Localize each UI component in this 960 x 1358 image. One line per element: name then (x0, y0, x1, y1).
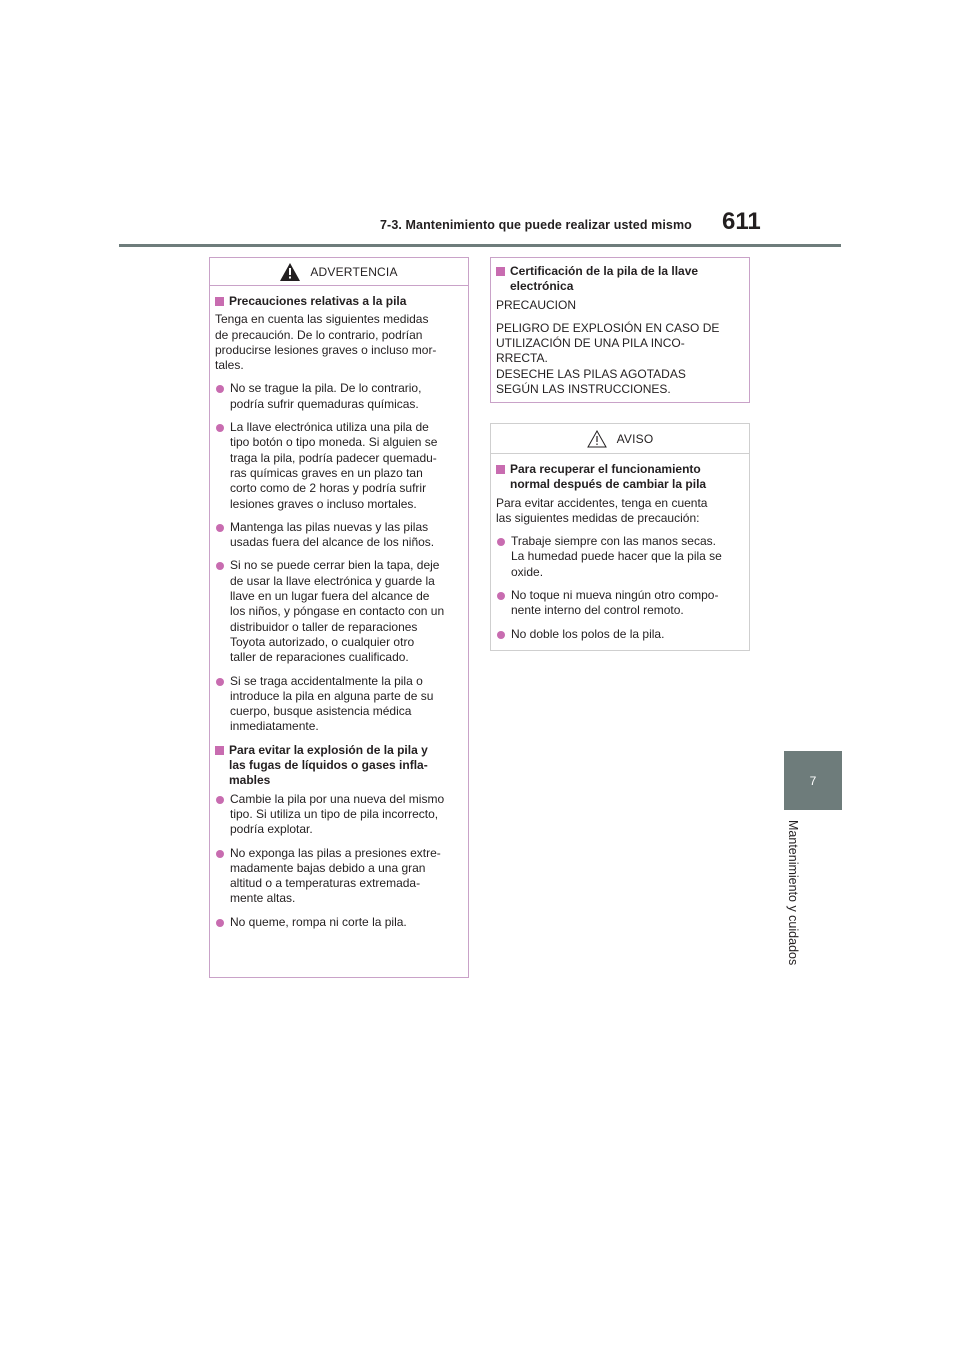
heading-line: Para evitar la explosión de la pila y (229, 742, 428, 757)
round-bullet-icon (216, 850, 224, 858)
text-line: podría explotar. (230, 822, 313, 837)
text-line: introduce la pila en alguna parte de su (230, 688, 434, 703)
text-line: taller de reparaciones cualificado. (230, 650, 409, 665)
text-line: tipo. Si utiliza un tipo de pila incorrecto, (230, 806, 439, 821)
warning-triangle-icon (280, 263, 300, 281)
text-line: No queme, rompa ni corte la pila. (230, 914, 407, 929)
round-bullet-icon (216, 524, 224, 532)
text-line: Cambie la pila por una nueva del mismo (230, 791, 445, 806)
chapter-number: 7 (809, 773, 817, 788)
text-line: altitud o a temperaturas extremada- (230, 876, 421, 891)
round-bullet-icon (497, 538, 505, 546)
list-item (215, 792, 456, 838)
certification-box (490, 257, 750, 403)
text-line: distribuidor o taller de reparaciones (230, 619, 418, 634)
list-item (496, 627, 737, 642)
text-line: DESECHE LAS PILAS AGOTADAS (496, 366, 686, 381)
text-line: nente interno del control remoto. (511, 603, 684, 618)
caution-triangle-icon (587, 430, 607, 448)
warning-box (209, 257, 469, 978)
text-line: ras químicas graves en un plazo tan (230, 465, 423, 480)
list-item (215, 520, 456, 551)
heading-line: normal después de cambiar la pila (510, 477, 707, 492)
text-line: llave en un lugar fuera del alcance de (230, 589, 430, 604)
text-line: mente altas. (230, 891, 296, 906)
text-line: PRECAUCION (496, 297, 577, 312)
warning-header (210, 258, 468, 286)
notice-title: AVISO (616, 431, 654, 446)
text-line: UTILIZACIÓN DE UNA PILA INCO- (496, 336, 685, 351)
list-item (215, 846, 456, 907)
text-line: PELIGRO DE EXPLOSIÓN EN CASO DE (496, 320, 720, 335)
text-line: Mantenga las pilas nuevas y las pilas (230, 519, 429, 534)
round-bullet-icon (216, 424, 224, 432)
round-bullet-icon (497, 592, 505, 600)
text-line: usadas fuera del alcance de los niños. (230, 535, 435, 550)
square-bullet-icon (215, 746, 224, 755)
heading-line: Certificación de la pila de la llave (510, 264, 699, 278)
text-line: Si no se puede cerrar bien la tapa, deje (230, 558, 440, 573)
text-line: La humedad puede hacer que la pila se (511, 549, 722, 564)
list-item (215, 420, 456, 512)
heading-line: electrónica (510, 279, 574, 294)
list-item (215, 674, 456, 735)
intro-paragraph (496, 496, 737, 527)
list-item (496, 588, 737, 619)
chapter-label: Mantenimiento y cuidados (786, 820, 800, 966)
text-line: No doble los polos de la pila. (511, 626, 665, 641)
text-line: Si se traga accidentalmente la pila o (230, 673, 423, 688)
text-line: La llave electrónica utiliza una pila de (230, 420, 429, 435)
text-line: de precaución. De lo contrario, podrían (215, 327, 423, 342)
text-line: oxide. (511, 564, 544, 579)
caution-text (496, 321, 737, 397)
section-heading (215, 294, 456, 309)
notice-box (490, 423, 750, 651)
section-heading (496, 264, 737, 295)
text-line: traga la pila, podría padecer quemadu- (230, 450, 437, 465)
heading-text: Precauciones relativas a la pila (229, 294, 407, 308)
round-bullet-icon (216, 385, 224, 393)
text-line: las siguientes medidas de precaución: (496, 510, 700, 525)
section-heading (215, 743, 456, 789)
heading-line: Para recuperar el funcionamiento (510, 462, 701, 476)
square-bullet-icon (496, 465, 505, 474)
heading-line: mables (229, 773, 271, 788)
page-number: 611 (722, 208, 761, 235)
text-line: RRECTA. (496, 351, 548, 366)
text-line: inmediatamente. (230, 719, 319, 734)
square-bullet-icon (496, 267, 505, 276)
text-line: Tenga en cuenta las siguientes medidas (215, 312, 429, 327)
round-bullet-icon (497, 631, 505, 639)
text-line: No toque ni mueva ningún otro compo- (511, 588, 719, 603)
list-item (215, 558, 456, 665)
text-line: tales. (215, 358, 244, 373)
round-bullet-icon (216, 562, 224, 570)
notice-header (491, 424, 749, 454)
section-heading (496, 462, 737, 493)
round-bullet-icon (216, 678, 224, 686)
text-line: podría sufrir quemaduras químicas. (230, 396, 419, 411)
warning-title: ADVERTENCIA (310, 264, 398, 279)
text-line: Toyota autorizado, o cualquier otro (230, 634, 415, 649)
list-item (215, 915, 456, 930)
text-line: No exponga las pilas a presiones extre- (230, 845, 441, 860)
text-line: producirse lesiones graves o incluso mor- (215, 342, 437, 357)
intro-paragraph (215, 312, 456, 373)
text-line: lesiones graves o incluso mortales. (230, 496, 417, 511)
square-bullet-icon (215, 297, 224, 306)
text-line: los niños, y póngase en contacto con un (230, 604, 445, 619)
heading-line: las fugas de líquidos o gases infla- (229, 758, 428, 773)
text-line: Para evitar accidentes, tenga en cuenta (496, 495, 708, 510)
list-item (215, 381, 456, 412)
caution-label (496, 298, 737, 313)
list-item (496, 534, 737, 580)
text-line: No se trague la pila. De lo contrario, (230, 381, 422, 396)
text-line: madamente bajas debido a una gran (230, 860, 426, 875)
round-bullet-icon (216, 919, 224, 927)
round-bullet-icon (216, 796, 224, 804)
text-line: corto como de 2 horas y podría sufrir (230, 481, 427, 496)
header-divider (119, 244, 841, 247)
text-line: cuerpo, busque asistencia médica (230, 704, 412, 719)
text-line: de usar la llave electrónica y guarde la (230, 573, 435, 588)
chapter-tab[interactable] (784, 751, 842, 810)
text-line: tipo botón o tipo moneda. Si alguien se (230, 435, 438, 450)
text-line: Trabaje siempre con las manos secas. (511, 534, 716, 549)
section-title: 7-3. Mantenimiento que puede realizar usted mismo (380, 218, 692, 232)
text-line: SEGÚN LAS INSTRUCCIONES. (496, 382, 671, 397)
